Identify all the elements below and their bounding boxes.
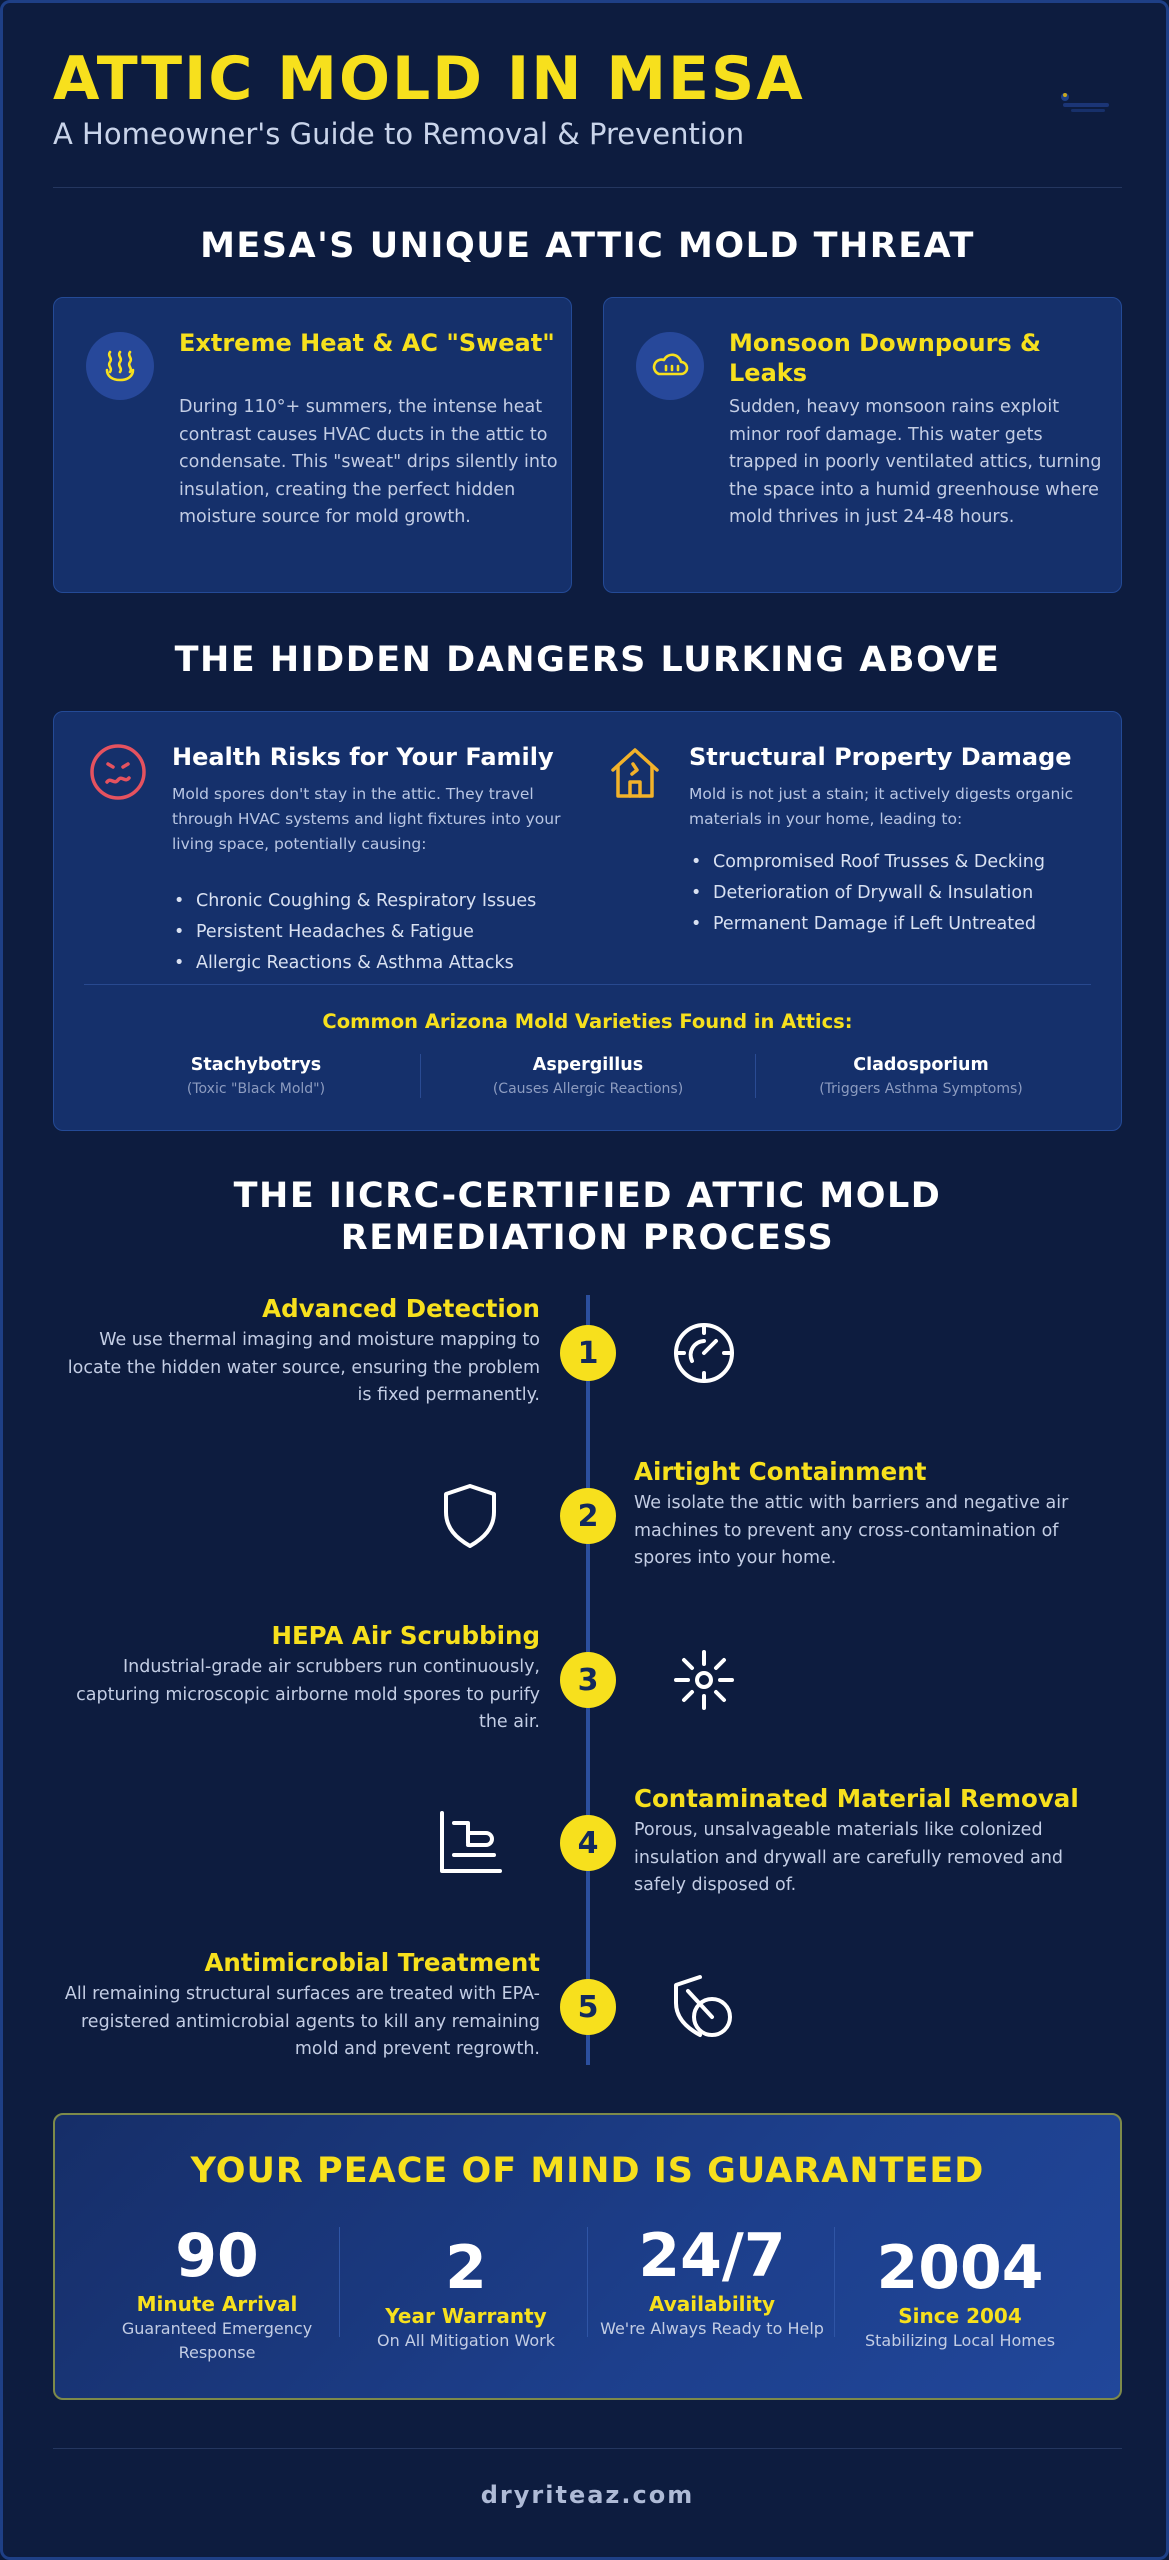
step-text: We isolate the attic with barriers and negative air machines to prevent any cross-contamination of spores into your home. [634, 1493, 1069, 1568]
step-number: 3 [560, 1652, 616, 1708]
header [53, 43, 1122, 188]
structural-damage-text: Mold is not just a stain; it actively digests organic materials in your home, leading to: [689, 785, 1074, 828]
rain-cloud-icon [636, 332, 704, 400]
guarantee-panel [53, 2113, 1122, 2400]
gauge-icon [668, 1317, 740, 1389]
stat-label: Since 2004 [898, 2304, 1022, 2328]
step-text: We use thermal imaging and moisture mapping to locate the hidden water source, ensuring the problem is fixed permanently. [67, 1330, 540, 1405]
list-item: • Deterioration of Drywall & Insulation [689, 878, 1109, 909]
dangers-card [53, 711, 1122, 1131]
step-number: 1 [560, 1325, 616, 1381]
guarantee-title: YOUR PEACE OF MIND IS GUARANTEED [190, 2151, 985, 2191]
stat-value: 2 [445, 2233, 487, 2303]
process-step [634, 1783, 1114, 1900]
sick-face-icon [88, 742, 148, 802]
variety-name: Aspergillus [532, 1055, 644, 1075]
step-text: All remaining structural surfaces are treated with EPA-registered antimicrobial agents to kill any remaining mold and prevent regrowth. [64, 1984, 540, 2059]
stat-desc: Stabilizing Local Homes [864, 2331, 1056, 2350]
stat-value: 90 [175, 2221, 259, 2291]
health-risks-text: Mold spores don't stay in the attic. They travel through HVAC systems and light fixtures into your living space, potentially causing: [172, 785, 561, 853]
process-step [634, 1456, 1114, 1573]
list-item: • Chronic Coughing & Respiratory Issues [172, 886, 592, 917]
heat-waves-icon [86, 332, 154, 400]
divider [339, 2227, 340, 2337]
threat-card-title: Monsoon Downpours & Leaks [729, 329, 1041, 387]
variety-item [91, 1052, 421, 1100]
variety-name: Cladosporium [853, 1055, 989, 1075]
stat-desc: We're Always Ready to Help [600, 2319, 824, 2338]
logo-icon [1055, 85, 1117, 121]
variety-note: (Causes Allergic Reactions) [492, 1081, 684, 1097]
list-item: • Persistent Headaches & Fatigue [172, 917, 592, 948]
threat-card-text: During 110°+ summers, the intense heat contrast causes HVAC ducts in the attic to condensate. This "sweat" drips silently into insulation, creating the perfect hidden moisture source for mold growth. [179, 397, 558, 527]
step-title: Antimicrobial Treatment [204, 1948, 540, 1977]
varieties-title: Common Arizona Mold Varieties Found in Attics: [322, 1010, 853, 1033]
process-step [60, 1293, 540, 1410]
process-step [60, 1947, 540, 2064]
threat-card-monsoon [603, 297, 1122, 593]
variety-item [756, 1052, 1086, 1100]
threat-section-title: MESA'S UNIQUE ATTIC MOLD THREAT [200, 226, 975, 266]
divider [53, 2448, 1122, 2449]
list-item: • Permanent Damage if Left Untreated [689, 909, 1109, 940]
process-step [60, 1620, 540, 1737]
divider [587, 2227, 588, 2337]
antimicrobial-shield-icon [668, 1971, 740, 2043]
structural-damage-list [689, 847, 1109, 940]
step-title: Advanced Detection [262, 1294, 540, 1323]
stat-desc: Guaranteed Emergency Response [121, 2319, 313, 2362]
step-number: 5 [560, 1979, 616, 2035]
footer-website: dryriteaz.com [480, 2481, 695, 2509]
divider [420, 1054, 421, 1098]
stat-since [845, 2233, 1075, 2353]
stat-arrival [102, 2221, 332, 2365]
variety-note: (Triggers Asthma Symptoms) [819, 1081, 1023, 1097]
stat-label: Year Warranty [385, 2304, 547, 2328]
health-risks-list [172, 886, 592, 979]
variety-note: (Toxic "Black Mold") [186, 1081, 326, 1097]
air-scrubber-icon [668, 1644, 740, 1716]
stat-availability [597, 2221, 827, 2341]
divider [834, 2227, 835, 2337]
house-damage-icon [605, 742, 665, 802]
step-number: 2 [560, 1488, 616, 1544]
stat-label: Availability [649, 2292, 775, 2316]
threat-card-title: Extreme Heat & AC "Sweat" [179, 329, 555, 357]
divider [84, 984, 1091, 985]
page-title: ATTIC MOLD IN MESA [53, 44, 805, 114]
list-item: • Allergic Reactions & Asthma Attacks [172, 948, 592, 979]
page-subtitle: A Homeowner's Guide to Removal & Prevention [53, 117, 745, 151]
stat-label: Minute Arrival [136, 2292, 298, 2316]
step-text: Porous, unsalvageable materials like colonized insulation and drywall are carefully removed and safely disposed of. [634, 1820, 1064, 1895]
variety-name: Stachybotrys [190, 1055, 322, 1075]
process-section-title: THE IICRC-CERTIFIED ATTIC MOLD REMEDIATION PROCESS [233, 1176, 942, 1258]
step-text: Industrial-grade air scrubbers run continuously, capturing microscopic airborne mold spores to purify the air. [76, 1657, 540, 1732]
dangers-section-title: THE HIDDEN DANGERS LURKING ABOVE [174, 640, 1001, 680]
step-title: HEPA Air Scrubbing [271, 1621, 540, 1650]
stat-value: 2004 [876, 2233, 1044, 2303]
structural-damage-title: Structural Property Damage [689, 743, 1072, 771]
list-item: • Compromised Roof Trusses & Decking [689, 847, 1109, 878]
stat-value: 24/7 [638, 2221, 786, 2291]
shield-icon [434, 1480, 506, 1552]
threat-card-text: Sudden, heavy monsoon rains exploit minor roof damage. This water gets trapped in poorly ventilated attics, turning the space into a humid greenhouse where mold thrives in just 24-48 hours. [729, 397, 1102, 527]
step-title: Contaminated Material Removal [634, 1784, 1079, 1813]
step-title: Airtight Containment [634, 1457, 927, 1486]
step-number: 4 [560, 1815, 616, 1871]
variety-item [423, 1052, 753, 1100]
stat-warranty [351, 2233, 581, 2353]
stat-desc: On All Mitigation Work [377, 2331, 555, 2350]
material-removal-icon [434, 1807, 506, 1879]
health-risks-title: Health Risks for Your Family [172, 743, 554, 771]
threat-card-heat [53, 297, 572, 593]
